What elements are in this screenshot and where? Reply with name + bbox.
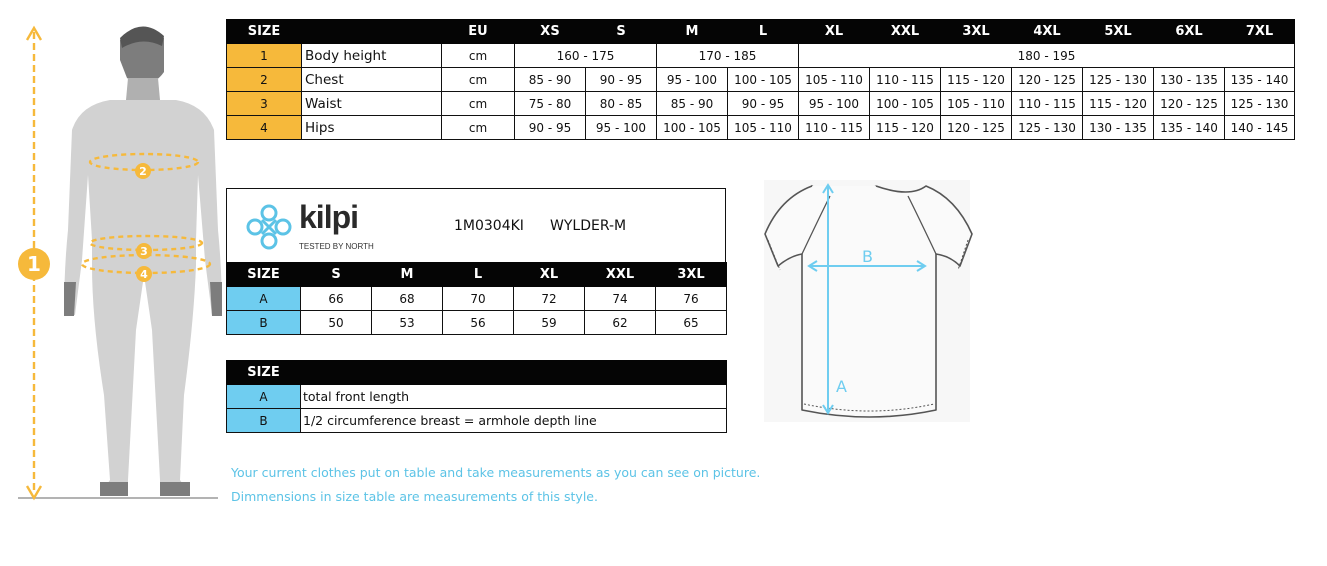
- marker-2: 2: [139, 165, 147, 178]
- size-chart-table: [226, 19, 1295, 140]
- value-cell: 140 - 145: [1225, 116, 1295, 140]
- tshirt-diagram: [760, 176, 980, 426]
- header-cell: XXL: [585, 263, 656, 287]
- header-cell: XL: [799, 20, 870, 44]
- header-cell: M: [372, 263, 443, 287]
- table-row: [227, 385, 727, 409]
- unit-cell: cm: [442, 44, 515, 68]
- merged-range-cell: 160 - 175: [515, 44, 657, 68]
- header-cell: 3XL: [656, 263, 727, 287]
- legend-description: 1/2 circumference breast = armhole depth line: [301, 409, 727, 433]
- row-label: Waist: [302, 92, 442, 116]
- instruction-note: Your current clothes put on table and take measurements as you can see on picture.: [231, 465, 761, 480]
- value-cell: 59: [514, 311, 585, 335]
- brand-header: [226, 188, 726, 263]
- header-cell: L: [443, 263, 514, 287]
- header-cell: [301, 361, 727, 385]
- marker-4: 4: [140, 268, 148, 281]
- value-cell: 70: [443, 287, 514, 311]
- value-cell: 120 - 125: [1154, 92, 1225, 116]
- header-cell: 4XL: [1012, 20, 1083, 44]
- value-cell: 110 - 115: [799, 116, 870, 140]
- value-cell: 100 - 105: [728, 68, 799, 92]
- value-cell: 110 - 115: [870, 68, 941, 92]
- header-cell: 5XL: [1083, 20, 1154, 44]
- value-cell: 68: [372, 287, 443, 311]
- value-cell: 130 - 135: [1154, 68, 1225, 92]
- table-row: [227, 311, 727, 335]
- unit-cell: cm: [442, 92, 515, 116]
- body-measurement-figure: [0, 0, 226, 520]
- value-cell: 125 - 130: [1225, 92, 1295, 116]
- kilpi-logo-icon: [245, 203, 293, 251]
- value-cell: 85 - 90: [657, 92, 728, 116]
- shirt-marker-a: A: [836, 377, 847, 396]
- header-cell: SIZE: [227, 263, 301, 287]
- value-cell: 75 - 80: [515, 92, 586, 116]
- marker-3: 3: [140, 245, 148, 258]
- value-cell: 72: [514, 287, 585, 311]
- table-row: [227, 287, 727, 311]
- row-number: 2: [227, 68, 302, 92]
- marker-1: 1: [27, 252, 41, 276]
- value-cell: 100 - 105: [657, 116, 728, 140]
- header-cell: 7XL: [1225, 20, 1295, 44]
- value-cell: 76: [656, 287, 727, 311]
- row-label: Chest: [302, 68, 442, 92]
- value-cell: 130 - 135: [1083, 116, 1154, 140]
- instruction-note: Dimmensions in size table are measurements of this style.: [231, 489, 598, 504]
- row-number: 1: [227, 44, 302, 68]
- table-row: [227, 409, 727, 433]
- header-cell: L: [728, 20, 799, 44]
- header-cell: XXL: [870, 20, 941, 44]
- merged-range-cell: 170 - 185: [657, 44, 799, 68]
- value-cell: 90 - 95: [728, 92, 799, 116]
- value-cell: 53: [372, 311, 443, 335]
- product-code: 1M0304KI: [454, 218, 524, 234]
- product-name: WYLDER-M: [550, 218, 627, 234]
- unit-cell: cm: [442, 68, 515, 92]
- legend-header: [227, 361, 727, 385]
- value-cell: 120 - 125: [1012, 68, 1083, 92]
- row-label: B: [227, 311, 301, 335]
- unit-cell: cm: [442, 116, 515, 140]
- value-cell: 90 - 95: [586, 68, 657, 92]
- row-label: Hips: [302, 116, 442, 140]
- value-cell: 115 - 120: [870, 116, 941, 140]
- value-cell: 90 - 95: [515, 116, 586, 140]
- value-cell: 125 - 130: [1012, 116, 1083, 140]
- table-row: [227, 68, 1295, 92]
- value-cell: 50: [301, 311, 372, 335]
- header-cell: [302, 20, 442, 44]
- size-chart-header: [227, 20, 1295, 44]
- value-cell: 125 - 130: [1083, 68, 1154, 92]
- shirt-marker-b: B: [862, 247, 873, 266]
- header-cell: 3XL: [941, 20, 1012, 44]
- measurement-legend-table: [226, 360, 727, 433]
- value-cell: 105 - 110: [728, 116, 799, 140]
- legend-description: total front length: [301, 385, 727, 409]
- value-cell: 105 - 110: [941, 92, 1012, 116]
- value-cell: 66: [301, 287, 372, 311]
- value-cell: 120 - 125: [941, 116, 1012, 140]
- row-number: 4: [227, 116, 302, 140]
- brand-tagline: TESTED BY NORTH: [299, 242, 374, 251]
- header-cell: SIZE: [227, 361, 301, 385]
- header-cell: XL: [514, 263, 585, 287]
- value-cell: 85 - 90: [515, 68, 586, 92]
- product-table-header: [227, 263, 727, 287]
- product-size-table: [226, 262, 727, 335]
- value-cell: 65: [656, 311, 727, 335]
- value-cell: 110 - 115: [1012, 92, 1083, 116]
- header-cell: 6XL: [1154, 20, 1225, 44]
- header-cell: S: [586, 20, 657, 44]
- value-cell: 74: [585, 287, 656, 311]
- value-cell: 56: [443, 311, 514, 335]
- row-label: Body height: [302, 44, 442, 68]
- header-cell: SIZE: [227, 20, 302, 44]
- header-cell: M: [657, 20, 728, 44]
- value-cell: 115 - 120: [1083, 92, 1154, 116]
- value-cell: 135 - 140: [1154, 116, 1225, 140]
- brand-name: kilpi: [299, 199, 359, 235]
- merged-range-cell: 180 - 195: [799, 44, 1295, 68]
- value-cell: 95 - 100: [799, 92, 870, 116]
- value-cell: 115 - 120: [941, 68, 1012, 92]
- table-row: [227, 116, 1295, 140]
- value-cell: 95 - 100: [586, 116, 657, 140]
- header-cell: S: [301, 263, 372, 287]
- row-label: A: [227, 287, 301, 311]
- value-cell: 95 - 100: [657, 68, 728, 92]
- value-cell: 105 - 110: [799, 68, 870, 92]
- value-cell: 100 - 105: [870, 92, 941, 116]
- value-cell: 62: [585, 311, 656, 335]
- value-cell: 80 - 85: [586, 92, 657, 116]
- header-cell: EU: [442, 20, 515, 44]
- row-number: 3: [227, 92, 302, 116]
- table-row: [227, 44, 1295, 68]
- row-label: A: [227, 385, 301, 409]
- table-row: [227, 92, 1295, 116]
- header-cell: XS: [515, 20, 586, 44]
- value-cell: 135 - 140: [1225, 68, 1295, 92]
- row-label: B: [227, 409, 301, 433]
